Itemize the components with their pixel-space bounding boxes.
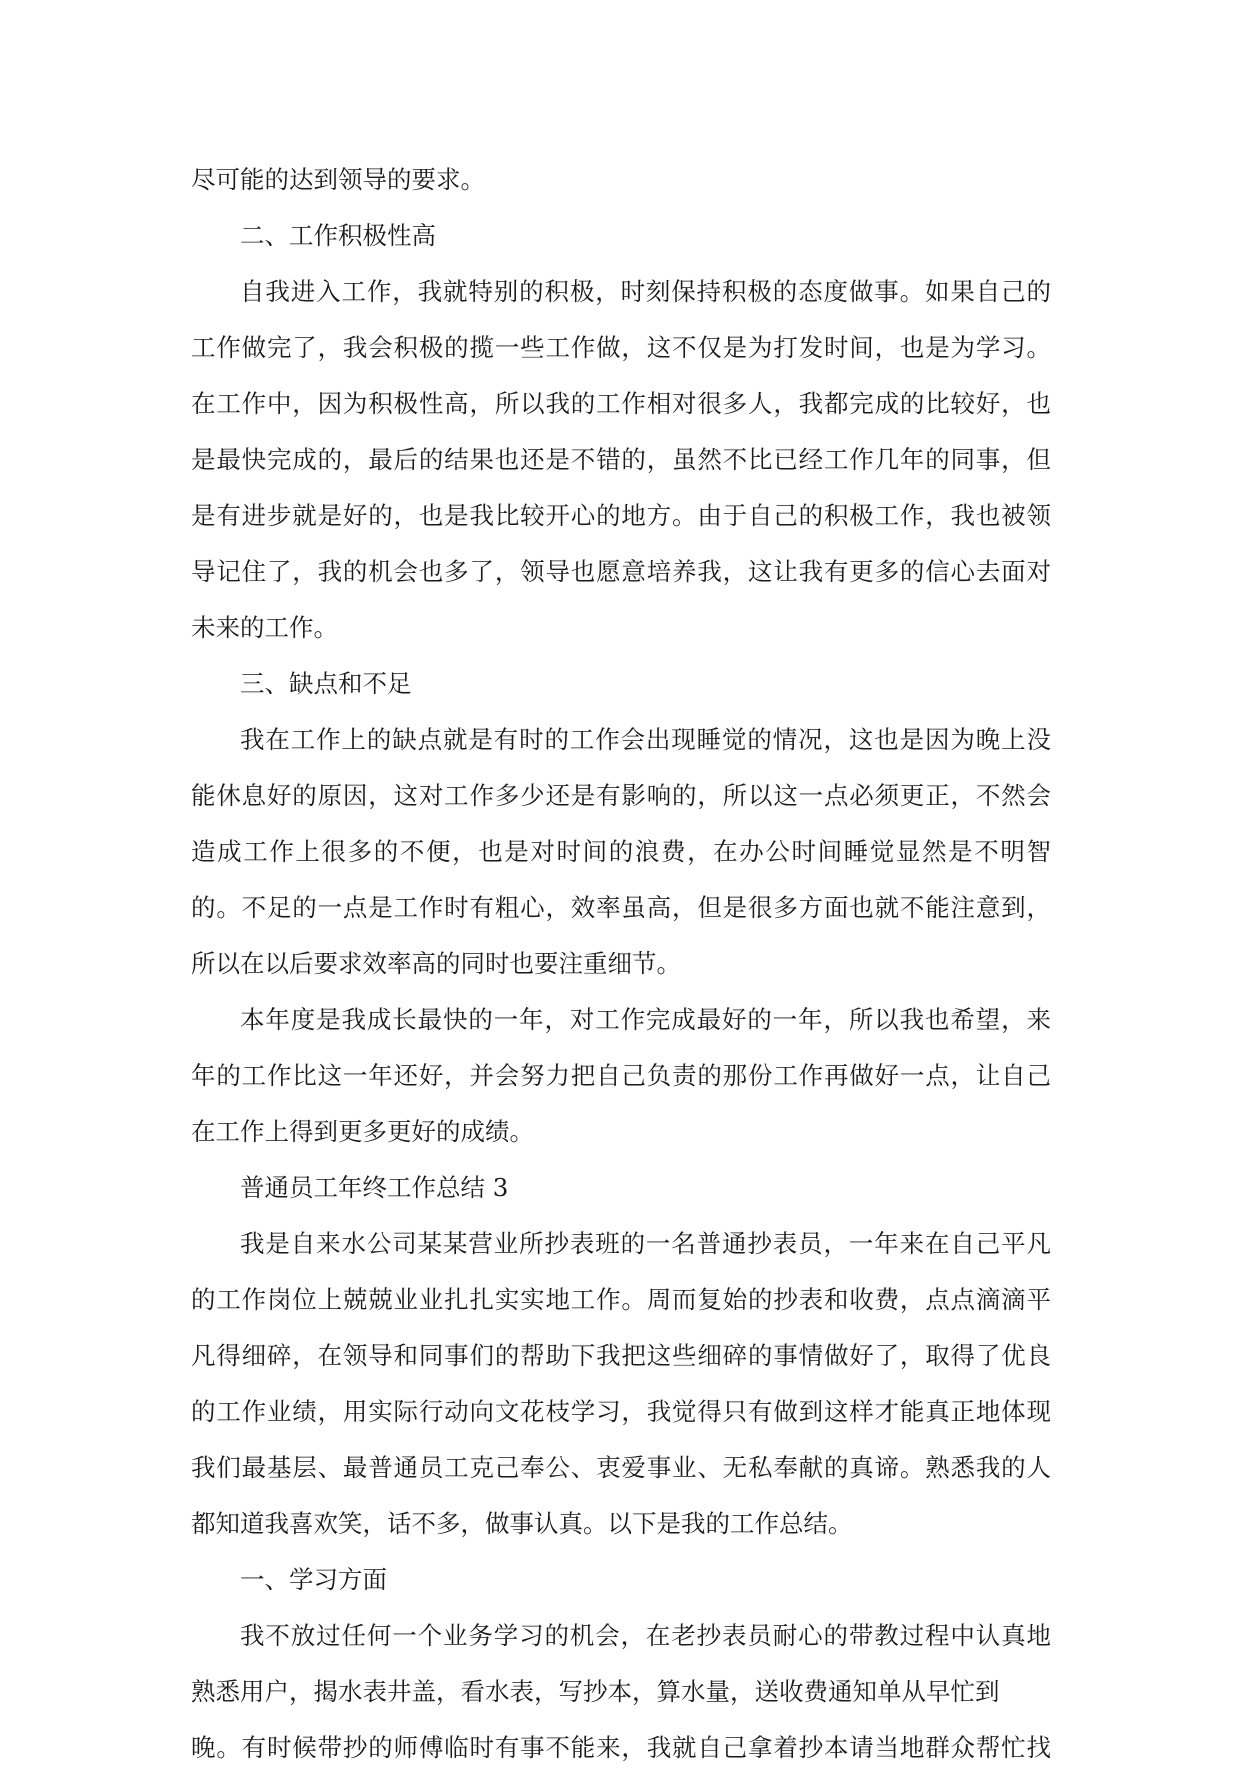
- text-line: 是最快完成的，最后的结果也还是不错的，虽然不比已经工作几年的同事，但: [191, 445, 1051, 474]
- text-line: 的工作业绩，用实际行动向文花枝学习，我觉得只有做到这样才能真正地体现: [191, 1397, 1051, 1426]
- section-heading: 二、工作积极性高: [240, 221, 436, 250]
- text-line: 我是自来水公司某某营业所抄表班的一名普通抄表员，一年来在自己平凡: [240, 1229, 1051, 1258]
- text-line: 晚。有时候带抄的师傅临时有事不能来，我就自己拿着抄本请当地群众帮忙找: [191, 1733, 1051, 1762]
- text-line: 未来的工作。: [191, 613, 338, 642]
- text-line: 是有进步就是好的，也是我比较开心的地方。由于自己的积极工作，我也被领: [191, 501, 1051, 530]
- section-heading: 一、学习方面: [240, 1565, 387, 1594]
- text-line: 的。不足的一点是工作时有粗心，效率虽高，但是很多方面也就不能注意到，: [191, 893, 1051, 922]
- text-line: 我们最基层、最普通员工克己奉公、衷爱事业、无私奉献的真谛。熟悉我的人: [191, 1453, 1051, 1482]
- text-line: 凡得细碎，在领导和同事们的帮助下我把这些细碎的事情做好了，取得了优良: [191, 1341, 1051, 1370]
- text-line: 在工作上得到更多更好的成绩。: [191, 1117, 534, 1146]
- text-line: 我不放过任何一个业务学习的机会，在老抄表员耐心的带教过程中认真地: [240, 1621, 1051, 1650]
- text-line: 所以在以后要求效率高的同时也要注重细节。: [191, 949, 681, 978]
- text-line: 熟悉用户，揭水表井盖，看水表，写抄本，算水量，送收费通知单从早忙到: [191, 1677, 1000, 1706]
- text-line: 工作做完了，我会积极的揽一些工作做，这不仅是为打发时间，也是为学习。: [191, 333, 1051, 362]
- text-line: 能休息好的原因，这对工作多少还是有影响的，所以这一点必须更正，不然会: [191, 781, 1051, 810]
- text-line: 的工作岗位上兢兢业业扎扎实实地工作。周而复始的抄表和收费，点点滴滴平: [191, 1285, 1051, 1314]
- section-heading: 三、缺点和不足: [240, 669, 412, 698]
- text-line: 都知道我喜欢笑，话不多，做事认真。以下是我的工作总结。: [191, 1509, 853, 1538]
- text-line: 本年度是我成长最快的一年，对工作完成最好的一年，所以我也希望，来: [240, 1005, 1051, 1034]
- text-line: 在工作中，因为积极性高，所以我的工作相对很多人，我都完成的比较好，也: [191, 389, 1051, 418]
- text-line: 造成工作上很多的不便，也是对时间的浪费，在办公时间睡觉显然是不明智: [191, 837, 1051, 866]
- text-line: 年的工作比这一年还好，并会努力把自己负责的那份工作再做好一点，让自己: [191, 1061, 1051, 1090]
- text-line: 尽可能的达到领导的要求。: [191, 165, 485, 194]
- text-line: 我在工作上的缺点就是有时的工作会出现睡觉的情况，这也是因为晚上没: [240, 725, 1051, 754]
- section-title: 普通员工年终工作总结 3: [240, 1173, 509, 1202]
- text-line: 导记住了，我的机会也多了，领导也愿意培养我，这让我有更多的信心去面对: [191, 557, 1051, 586]
- text-line: 自我进入工作，我就特别的积极，时刻保持积极的态度做事。如果自己的: [240, 277, 1051, 306]
